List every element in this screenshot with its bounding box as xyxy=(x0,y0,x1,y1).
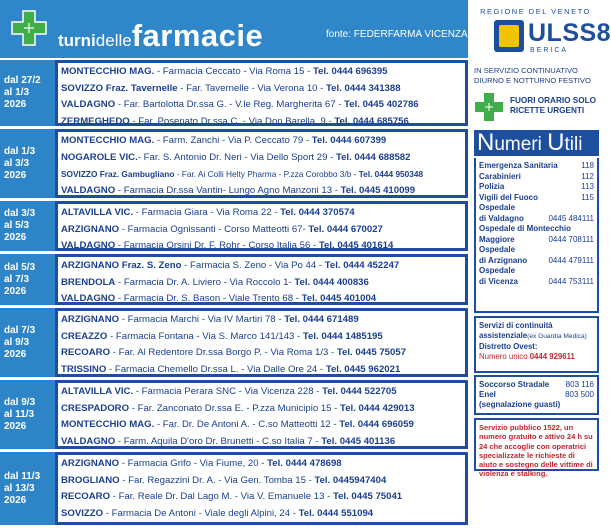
schedule-row xyxy=(0,129,468,198)
town-name: VALDAGNO xyxy=(61,435,116,447)
phone-number: Tel. 0444 478698 xyxy=(267,458,342,469)
useful-number-row xyxy=(479,182,594,193)
phone-number: Tel. 0444 671489 xyxy=(284,314,359,325)
phone-number: Tel. 0445 401004 xyxy=(301,293,377,305)
assistance-number-row xyxy=(479,380,594,390)
pharmacy-address: - Farmacia De Antoni - Viale degli Alpini, 24 - xyxy=(103,507,299,519)
useful-number-row xyxy=(479,256,594,267)
town-name: CRESPADORO xyxy=(61,402,130,414)
pharmacy-list xyxy=(58,132,465,195)
assistance-value: 803 500 xyxy=(565,390,594,399)
pharmacy-entry xyxy=(61,401,462,418)
pharmacy-list xyxy=(58,455,465,522)
number-label: Emergenza Sanitaria xyxy=(479,161,558,170)
pharmacy-list xyxy=(58,311,465,374)
useful-numbers-list xyxy=(474,158,599,313)
pharmacy-entry xyxy=(61,81,462,98)
town-name: ARZIGNANO xyxy=(61,223,120,235)
pharmacy-address: - Far. Al Redentore Dr.ssa Borgo P. - Via Roma 1/3 - xyxy=(110,347,337,359)
town-name: VALDAGNO xyxy=(61,99,116,111)
useful-number-row xyxy=(479,203,594,214)
phone-number: Tel. 0444 696395 xyxy=(313,66,388,77)
number-label: Ospedale xyxy=(479,203,516,212)
pharmacy-entry xyxy=(61,312,462,329)
continuity-care-box: Servizi di continuità assistenziale(ex Guardia Medica) Distretto Ovest: Numero unico 0444 929611 xyxy=(474,316,599,373)
phone-number: Tel. 0444 607399 xyxy=(311,135,387,146)
pharmacy-entry xyxy=(61,238,462,255)
number-label: di Arzignano xyxy=(479,255,528,265)
town-name: SOVIZZO Fraz. Gambugliano xyxy=(61,169,175,180)
brand-title: turnidellefarmacie xyxy=(58,18,264,53)
pharmacy-address: - Farmacia Perara SNC - Via Vicenza 228 - xyxy=(133,386,323,397)
date-range: dal 3/3 al 5/3 2026 xyxy=(0,201,55,251)
town-name: ARZIGNANO Fraz. S. Zeno xyxy=(61,260,182,271)
number-label: Ospedale xyxy=(479,245,516,254)
schedule-row xyxy=(0,201,468,251)
schedule-row xyxy=(0,308,468,377)
number-value: 0445 484111 xyxy=(548,213,594,223)
town-name: ALTAVILLA VIC. xyxy=(61,207,134,218)
number-value: 115 xyxy=(581,192,594,202)
pharmacy-entry xyxy=(61,166,462,183)
pharmacy-entry xyxy=(61,275,462,292)
pharmacy-entry xyxy=(61,205,462,222)
assistance-label: (segnalazione guasti) xyxy=(479,400,561,409)
header-banner xyxy=(0,0,468,58)
phone-number: Tel. 0444 696059 xyxy=(339,419,414,431)
pharmacy-entry xyxy=(61,150,462,167)
phone-number: Tel. 0444 551094 xyxy=(298,507,374,519)
phone-number: Tel. 0444 950348 xyxy=(358,169,424,180)
number-label: Ospedale xyxy=(479,266,516,275)
number-label: Vigili del Fuoco xyxy=(479,192,538,202)
pharmacy-address: - Farmacia Giara - Via Roma 22 - xyxy=(133,207,281,218)
pharmacy-entry xyxy=(61,183,462,200)
pharmacy-entry xyxy=(61,64,462,81)
number-value: 0444 708111 xyxy=(548,234,594,244)
phone-number: Tel. 0444 688582 xyxy=(335,151,411,163)
phone-number: Tel. 0445 410099 xyxy=(340,184,416,196)
ulss-logo xyxy=(470,0,611,64)
pharmacy-entry xyxy=(61,506,462,523)
pharmacy-address: - Far. Tavernelle - Via Verona 10 - xyxy=(177,82,327,94)
number-label: di Valdagno xyxy=(479,213,524,223)
info-column xyxy=(470,0,611,479)
schedule-row xyxy=(0,60,468,126)
date-range: dal 11/3 al 13/3 2026 xyxy=(0,452,55,525)
useful-number-row xyxy=(479,214,594,225)
useful-number-row xyxy=(479,224,594,235)
assistance-number-row xyxy=(479,400,594,410)
phone-number: Tel. 0444 452247 xyxy=(324,260,400,271)
pharmacy-address: - Farmacia Ceccato - Via Roma 15 - xyxy=(154,66,313,77)
pharmacy-address: - Far. Dr. De Antoni A. - C.so Matteotti 12 - xyxy=(154,419,340,431)
town-name: BRENDOLA xyxy=(61,276,116,288)
town-name: ARZIGNANO xyxy=(61,314,120,325)
source-label: fonte: FEDERFARMA VICENZA xyxy=(326,29,468,40)
pharmacy-list xyxy=(58,257,465,305)
pharmacy-entry xyxy=(61,345,462,362)
pharmacy-entry xyxy=(61,133,462,150)
pharmacy-list xyxy=(58,204,465,252)
number-label: Polizia xyxy=(479,182,505,191)
pharmacy-address: - Far. Bartolotta Dr.ssa G. - V.le Reg. Margherita 67 - xyxy=(115,99,345,111)
pharmacy-entry xyxy=(61,258,462,275)
pharmacy-address: - Farmacia Dr.ssa Vantin- Lungo Agno Manzoni 13 - xyxy=(115,184,341,196)
assistance-label: Soccorso Stradale xyxy=(479,380,550,389)
pharmacy-address: - Farm. Aquila D'oro Dr. Brunetti - C.so Italia 7 - xyxy=(115,435,322,447)
date-range: dal 27/2 al 1/3 2026 xyxy=(0,60,55,126)
phone-number: Tel. 0444 429013 xyxy=(340,402,415,414)
pharmacy-list xyxy=(58,383,465,446)
pharmacy-cross-icon xyxy=(10,9,48,47)
pharmacy-entry xyxy=(61,456,462,473)
phone-number: Tel. 0444 670027 xyxy=(308,223,383,235)
number-value: 0444 479111 xyxy=(548,255,594,265)
useful-number-row xyxy=(479,277,594,288)
schedule-row xyxy=(0,254,468,305)
pharmacy-entry xyxy=(61,291,462,308)
useful-number-row xyxy=(479,193,594,204)
town-name: MONTECCHIO MAG. xyxy=(61,135,155,146)
town-name: BROGLIANO xyxy=(61,474,120,486)
town-name: TRISSINO xyxy=(61,363,107,375)
town-name: MONTECCHIO MAG. xyxy=(61,419,155,431)
phone-number: Tel. 0444 400836 xyxy=(294,276,369,288)
pharmacy-entry xyxy=(61,434,462,451)
number-label: Ospedale di Montecchio xyxy=(479,224,572,233)
town-name: RECOARO xyxy=(61,347,111,359)
date-range: dal 7/3 al 9/3 2026 xyxy=(0,308,55,377)
pharmacy-address: - Farmacia Grifo - Via Fiume, 20 - xyxy=(119,458,268,469)
pharmacy-address: - Far. Regazzini Dr. A. - Via Gen. Tomba 15 - xyxy=(119,474,315,486)
pharmacy-entry xyxy=(61,362,462,379)
ulss-sub: BERICA xyxy=(530,47,569,54)
town-name: VALDAGNO xyxy=(61,293,116,305)
pharmacy-address: - Far. Reale Dr. Dal Lago M. - Via V. Emanuele 13 - xyxy=(110,491,333,503)
assistance-value: 803 116 xyxy=(565,380,594,389)
after-hours-note: FUORI ORARIO SOLO RICETTE URGENTI xyxy=(510,96,596,115)
lion-emblem-icon xyxy=(494,20,524,52)
phone-number: Tel. 0444 341388 xyxy=(326,82,401,94)
pharmacy-address: - Farmacia Orsini Dr. F. Rohr - Corso Italia 56 - xyxy=(115,240,319,252)
useful-number-row xyxy=(479,266,594,277)
number-label: di Vicenza xyxy=(479,276,518,286)
town-name: VALDAGNO xyxy=(61,184,116,196)
assistance-number-row xyxy=(479,390,594,400)
town-name: ARZIGNANO xyxy=(61,458,120,469)
number-value: 118 xyxy=(581,161,594,170)
assistance-label: Enel xyxy=(479,390,496,399)
number-value: 112 xyxy=(581,171,594,181)
pharmacy-entry xyxy=(61,114,462,131)
phone-number: Tel. 0445 962021 xyxy=(325,363,401,375)
phone-number: Tel. 0444 685756 xyxy=(334,115,409,127)
number-value: 113 xyxy=(581,182,594,191)
phone-number: Tel. 0445 401614 xyxy=(318,240,394,252)
pharmacy-address: - Far. Zanconato Dr.ssa E. - P.zza Municipio 15 - xyxy=(129,402,341,414)
pharmacy-cross-small-icon xyxy=(474,92,504,122)
date-range: dal 1/3 al 3/3 2026 xyxy=(0,129,55,198)
town-name: SOVIZZO xyxy=(61,507,104,519)
town-name: NOGAROLE VIC. xyxy=(61,151,138,163)
schedule-row xyxy=(0,452,468,525)
pharmacy-address: - Farmacia S. Zeno - Via Po 44 - xyxy=(181,260,325,271)
pharmacy-entry xyxy=(61,473,462,490)
pharmacy-address: - Farm. Zanchi - Via P. Ceccato 79 - xyxy=(154,135,312,146)
road-assistance-box xyxy=(474,375,599,415)
pharmacy-entry xyxy=(61,329,462,346)
town-name: ALTAVILLA VIC. xyxy=(61,386,134,397)
pharmacy-address: - Far. S. Antonio Dr. Neri - Via Dello Sport 29 - xyxy=(137,151,336,163)
town-name: VALDAGNO xyxy=(61,240,116,252)
schedule-row xyxy=(0,380,468,449)
phone-number: Tel. 0444 370574 xyxy=(280,207,355,218)
town-name: CREAZZO xyxy=(61,330,108,342)
phone-number: Tel. 0445 75041 xyxy=(332,491,403,503)
pharmacy-entry xyxy=(61,489,462,506)
pharmacy-address: - Farmacia Chemello Dr.ssa L. - Via Dalle Ore 24 - xyxy=(106,363,326,375)
service-1522-note: Servizio pubblico 1522, un numero gratuito e attivo 24 h su 24 che accoglie con operatrici specializzate le richieste di aiuto e sostegno delle vittime di violenza e stalking. xyxy=(474,418,599,471)
pharmacy-address: - Farmacia Fontana - Via S. Marco 141/143 - xyxy=(107,330,303,342)
phone-number: Tel. 0445947404 xyxy=(314,474,387,486)
number-label: Maggiore xyxy=(479,234,515,244)
number-value: 0444 753111 xyxy=(548,276,594,286)
useful-numbers-title: Numeri Utili xyxy=(474,130,599,156)
continuative-service-note: IN SERVIZIO CONTINUATIVO DIURNO E NOTTURNO FESTIVO xyxy=(474,66,591,85)
pharmacy-entry xyxy=(61,222,462,239)
useful-number-row xyxy=(479,245,594,256)
region-label: REGIONE DEL VENETO xyxy=(480,7,591,16)
number-label: Carabinieri xyxy=(479,171,521,181)
useful-number-row xyxy=(479,172,594,183)
pharmacy-address: - Farmacia Marchi - Via IV Martiri 78 - xyxy=(119,314,285,325)
useful-number-row xyxy=(479,235,594,246)
phone-number: Tel. 0444 522705 xyxy=(322,386,397,397)
pharmacy-address: - Far. Ai Colli Helty Pharma - P.zza Corobbo 3/b - xyxy=(174,169,359,180)
pharmacy-entry xyxy=(61,97,462,114)
pharmacy-entry xyxy=(61,384,462,401)
town-name: ZERMEGHEDO xyxy=(61,115,130,127)
pharmacy-list xyxy=(58,63,465,127)
town-name: RECOARO xyxy=(61,491,111,503)
pharmacy-address: - Farmacia Dr. S. Bason - Viale Trento 68 - xyxy=(115,293,302,305)
pharmacy-address: - Farmacia Ognissanti - Corso Matteotti 67- xyxy=(119,223,309,235)
phone-number: Tel. 0445 402786 xyxy=(344,99,419,111)
town-name: MONTECCHIO MAG. xyxy=(61,66,155,77)
pharmacy-address: - Far. Posenato Dr.ssa C. - Via Don Barella, 9 - xyxy=(129,115,335,127)
ulss-name: ULSS8 xyxy=(528,19,611,47)
pharmacy-entry xyxy=(61,417,462,434)
phone-number: Tel. 0445 401136 xyxy=(321,435,396,447)
phone-number: Tel. 0444 1485195 xyxy=(302,330,383,342)
town-name: SOVIZZO Fraz. Tavernelle xyxy=(61,82,178,94)
useful-number-row xyxy=(479,161,594,172)
date-range: dal 5/3 al 7/3 2026 xyxy=(0,254,55,305)
pharmacy-address: - Farmacia Dr. A. Liviero - Via Roccolo 1- xyxy=(115,276,295,288)
phone-number: Tel. 0445 75057 xyxy=(336,347,407,359)
date-range: dal 9/3 al 11/3 2026 xyxy=(0,380,55,449)
schedule-list xyxy=(0,60,468,528)
